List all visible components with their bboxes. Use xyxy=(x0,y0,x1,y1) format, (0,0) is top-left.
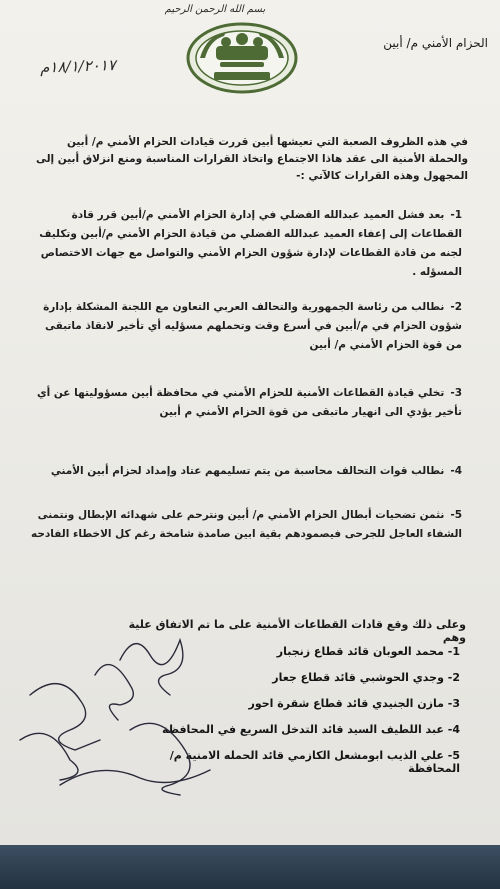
signoff-line: وعلى ذلك وقع قادات القطاعات الأمنية على ما تم الاتفاق علية وهم xyxy=(128,618,466,644)
decision-number: 1- xyxy=(450,209,462,221)
handwritten-signatures xyxy=(0,600,240,800)
decision-item xyxy=(30,462,462,481)
signatory-name: محمد العوبان قائد قطاع زنجبار xyxy=(276,645,444,658)
decision-number: 3- xyxy=(450,387,462,399)
security-belt-emblem xyxy=(186,22,298,94)
bismillah-heading: بسم الله الرحمن الرحيم xyxy=(164,4,266,15)
intro-paragraph: في هذه الظروف الصعبة التي تعيشها أبين قررت قيادات الحزام الأمني م/ أبين والحملة الأمنية الى عقد هاذا الاجتماع واتخاذ القرارات المناسبة ومنع انزلاق أبين إلى المجهول وهذه القرارات كالآتي :- xyxy=(35,136,468,182)
decision-text: بعد فشل العميد عبدالله الفضلي في إدارة الحزام الأمني م/أبين قرر قادة القطاعات إلى إعفاء العميد عبدالله الفضلي من قيادة الحزام الأمني م/أبين وتكليف لجنه من قادة القطاعات لإدارة شؤون الحزام الأمني والتواصل مع جهات الاختصاص المسؤله . xyxy=(39,209,462,278)
decision-item xyxy=(30,506,462,544)
decision-text: نطالب من رئاسة الجمهورية والتحالف العربي التعاون مع اللجنة المشكلة بإدارة شؤون الحزام في م/أبين في أسرع وقت وتحملهم مسؤليه أي تأخير لانقاذ ماتبقى من قوة الحزام الأمني م/ أبين xyxy=(43,301,462,351)
signatory-number: 2- xyxy=(447,671,460,684)
signature-4 xyxy=(20,733,78,780)
signatory-number: 5- xyxy=(447,749,460,762)
signature-3 xyxy=(30,684,100,750)
table-background xyxy=(0,845,500,889)
decision-number: 4- xyxy=(450,465,462,477)
handwritten-date: ١٨/١/٢٠١٧م xyxy=(39,55,117,77)
decision-item xyxy=(30,206,462,282)
signatory-number: 1- xyxy=(447,645,460,658)
decision-item xyxy=(30,298,462,355)
decision-number: 2- xyxy=(450,301,462,313)
decision-number: 5- xyxy=(450,509,462,521)
decision-text: نثمن تضحيات أبطال الحزام الأمني م/ أبين ونترحم على شهدائه الإبطال ونتمنى الشفاء العاجل للجرحى فيصمودهم بقية ابين صامدة شامخة رغم كل الاخطاء الفادحه xyxy=(30,509,462,540)
decision-text: تخلي قيادة القطاعات الأمنية للحزام الأمني في محافظة أبين مسؤوليتها عن أي تأخير يؤدي الى انهيار ماتبقى من قوة الحزام الأمني م أبين xyxy=(36,387,462,418)
signatory-name: وجدي الحوشبي قائد قطاع جعار xyxy=(272,671,444,684)
decision-text: نطالب قوات التحالف محاسبة من يتم تسليمهم عتاد وإمداد لحزام أبين الأمني xyxy=(50,465,445,477)
signatory-name: علي الذيب ابومشعل الكازمي قائد الحمله الامنية م/ المحافظة xyxy=(169,749,460,775)
signatory-number: 3- xyxy=(447,697,460,710)
signatory-name: عبد اللطيف السيد قائد التدخل السريع في المحافظة xyxy=(161,723,444,736)
signature-1 xyxy=(120,640,183,695)
decision-item xyxy=(30,384,462,422)
organization-name: الحزام الأمني م/ أبين xyxy=(383,36,488,50)
signature-5 xyxy=(130,723,190,795)
signatory-name: مازن الجنيدي قائد قطاع شقرة احور xyxy=(248,697,444,710)
signatory-number: 4- xyxy=(447,723,460,736)
signature-2 xyxy=(95,665,133,720)
